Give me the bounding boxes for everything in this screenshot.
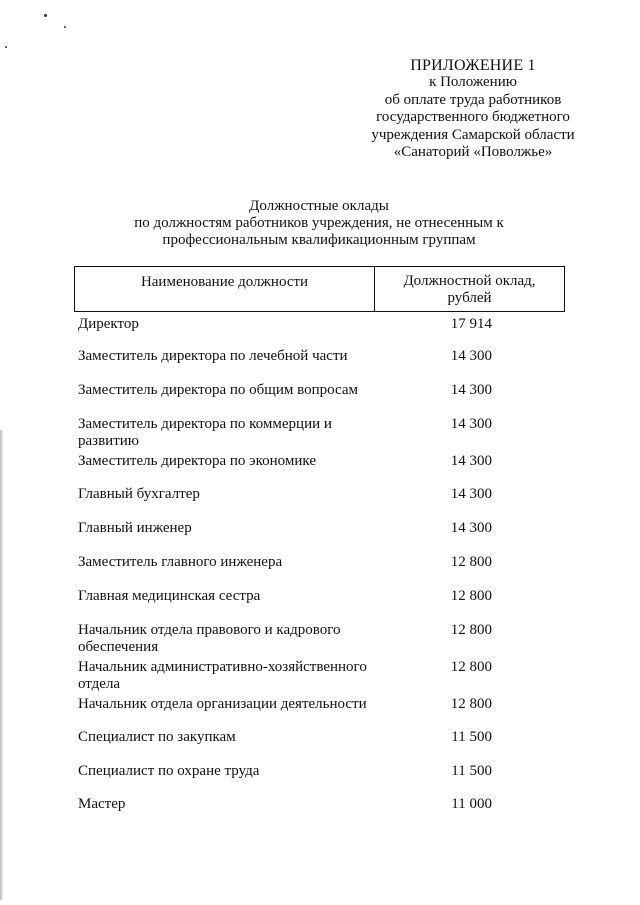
document-heading (110, 198, 528, 249)
position-name: Начальник отдела правового и кадрового обеспечения (78, 622, 341, 655)
salary-value: 14 300 (450, 453, 492, 469)
salary-value: 14 300 (450, 520, 492, 536)
position-name: Заместитель главного инженера (78, 554, 283, 570)
salary-value: 11 500 (451, 729, 492, 745)
heading-line: по должностям работников учреждения, не отнесенным к (134, 215, 504, 231)
position-name: Главный бухгалтер (78, 486, 200, 502)
position-name: Начальник отдела организации деятельности (78, 696, 367, 712)
position-name: Главный инженер (78, 520, 192, 536)
column-header-salary (375, 267, 564, 311)
salary-value: 14 300 (450, 348, 492, 364)
table-header (74, 266, 565, 312)
appendix-line: «Санаторий «Поволжье» (393, 144, 553, 161)
position-name: Заместитель директора по экономике (78, 453, 316, 469)
salary-value: 14 300 (450, 382, 492, 398)
appendix-block (338, 57, 608, 161)
column-header-salary-line: рублей (447, 290, 492, 306)
salary-value: 17 914 (450, 316, 492, 332)
salary-value: 12 800 (450, 622, 492, 638)
position-name: Мастер (78, 796, 126, 812)
scan-speck (5, 46, 7, 48)
salary-value: 14 300 (450, 486, 492, 502)
appendix-line: учреждения Самарской области (371, 126, 575, 143)
position-name: Начальник административно-хозяйственного отдела (78, 659, 367, 692)
salary-value: 12 800 (450, 588, 492, 604)
salary-value: 14 300 (450, 416, 492, 432)
position-name: Специалист по закупкам (78, 729, 236, 745)
salary-value: 11 500 (451, 763, 492, 779)
appendix-line: к Положению (429, 74, 517, 91)
heading-line: Должностные оклады (249, 198, 389, 214)
appendix-line: об оплате труда работников (384, 91, 562, 108)
scan-speck (64, 26, 66, 28)
position-name: Специалист по охране труда (78, 763, 260, 779)
position-name: Главная медицинская сестра (78, 588, 261, 604)
column-header-position: Наименование должности (75, 267, 375, 311)
position-name: Директор (78, 316, 139, 332)
appendix-title: ПРИЛОЖЕНИЕ 1 (410, 57, 536, 74)
position-name: Заместитель директора по лечебной части (78, 348, 348, 364)
salary-value: 12 800 (450, 554, 492, 570)
salary-value: 12 800 (450, 659, 492, 675)
column-header-salary-line: Должностной оклад, (403, 273, 536, 289)
heading-line: профессиональным квалификационным группам (162, 232, 476, 248)
position-name: Заместитель директора по коммерции и развитию (78, 416, 332, 449)
salary-value: 12 800 (450, 696, 492, 712)
scan-speck (44, 14, 47, 17)
salary-value: 11 000 (451, 796, 492, 812)
scan-shadow (0, 430, 3, 900)
position-name: Заместитель директора по общим вопросам (78, 382, 358, 398)
appendix-line: государственного бюджетного (376, 109, 570, 126)
